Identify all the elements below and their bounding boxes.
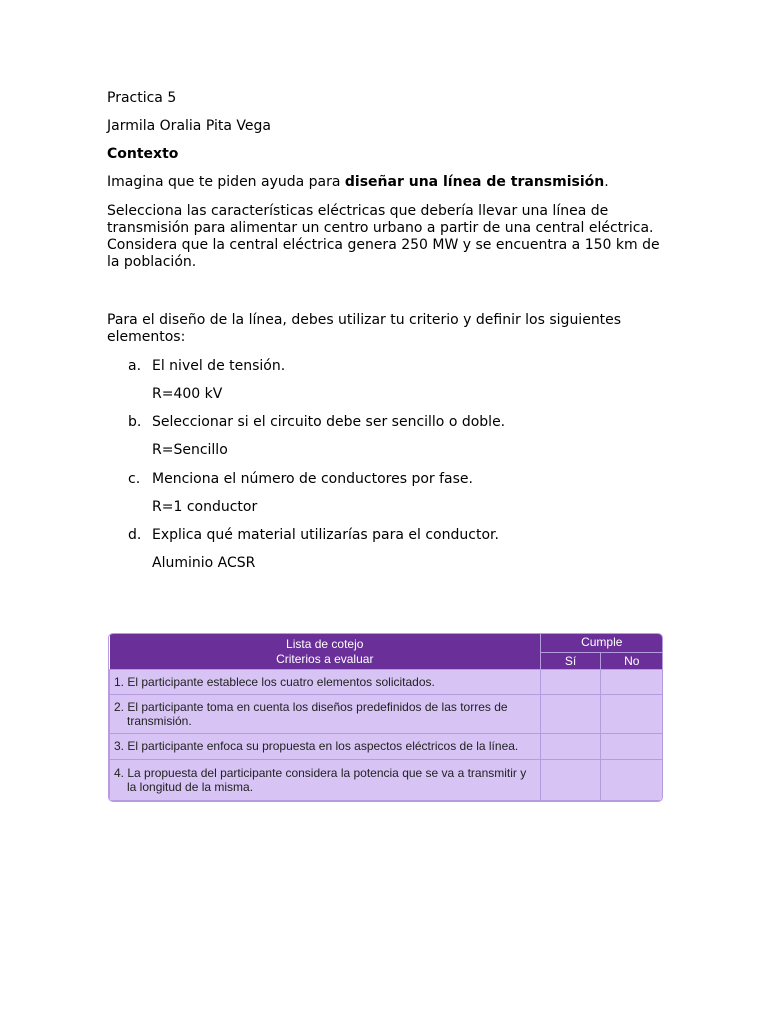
list-marker: d. — [128, 527, 142, 543]
criterion-cell: 1. El participante establece los cuatro elementos solicitados. — [110, 670, 541, 695]
yes-cell — [541, 670, 601, 695]
list-marker: b. — [128, 414, 142, 430]
no-cell — [601, 670, 663, 695]
item-question: Seleccionar si el circuito debe ser sencillo o doble. — [152, 414, 506, 430]
table-row — [110, 670, 663, 695]
checklist-table — [108, 633, 663, 802]
item-question: Explica qué material utilizarías para el conductor. — [152, 527, 499, 543]
context-paragraph: Selecciona las características eléctricas que debería llevar una línea de transmisión para alimentar un centro urbano a partir de una central eléctrica. Considera que la central eléctrica genera 250 MW y se encuentra a 150 km de la población. — [107, 203, 660, 270]
item-answer: R=400 kV — [152, 386, 223, 402]
author-name: Jarmila Oralia Pita Vega — [107, 118, 271, 134]
yes-cell — [541, 733, 601, 760]
criterion-cell: 2. El participante toma en cuenta los diseños predefinidos de las torres de transmisión. — [110, 694, 541, 733]
checklist-title: Lista de cotejo — [286, 636, 364, 651]
practice-title: Practica 5 — [107, 90, 177, 106]
yes-column-header: Sí — [541, 652, 601, 669]
item-question: El nivel de tensión. — [152, 358, 286, 374]
section-heading: Contexto — [107, 146, 179, 162]
design-intro: Para el diseño de la línea, debes utilizar tu criterio y definir los siguientes elementos: — [107, 312, 622, 345]
criterion-cell: 4. La propuesta del participante considera la potencia que se va a transmitir y la longitud de la misma. — [110, 760, 541, 801]
checklist-subtitle: Criterios a evaluar — [276, 651, 374, 666]
table-row — [110, 760, 663, 801]
no-cell — [601, 733, 663, 760]
intro-prefix: Imagina que te piden ayuda para — [107, 174, 345, 190]
no-cell — [601, 760, 663, 801]
item-answer: R=Sencillo — [152, 442, 228, 458]
item-answer: R=1 conductor — [152, 499, 258, 515]
list-marker: c. — [128, 471, 141, 487]
checklist-header — [110, 634, 541, 670]
cumple-header: Cumple — [541, 634, 663, 652]
yes-cell — [541, 694, 601, 733]
intro-suffix: . — [604, 174, 609, 190]
item-question: Menciona el número de conductores por fase. — [152, 471, 473, 487]
no-cell — [601, 694, 663, 733]
yes-cell — [541, 760, 601, 801]
list-marker: a. — [128, 358, 142, 374]
item-answer: Aluminio ACSR — [152, 555, 256, 571]
no-column-header: No — [601, 652, 663, 669]
table-row — [110, 694, 663, 733]
table-row — [110, 733, 663, 760]
intro-sentence — [107, 174, 609, 191]
intro-bold: diseñar una línea de transmisión — [344, 174, 605, 190]
criterion-cell: 3. El participante enfoca su propuesta en los aspectos eléctricos de la línea. — [110, 733, 541, 760]
